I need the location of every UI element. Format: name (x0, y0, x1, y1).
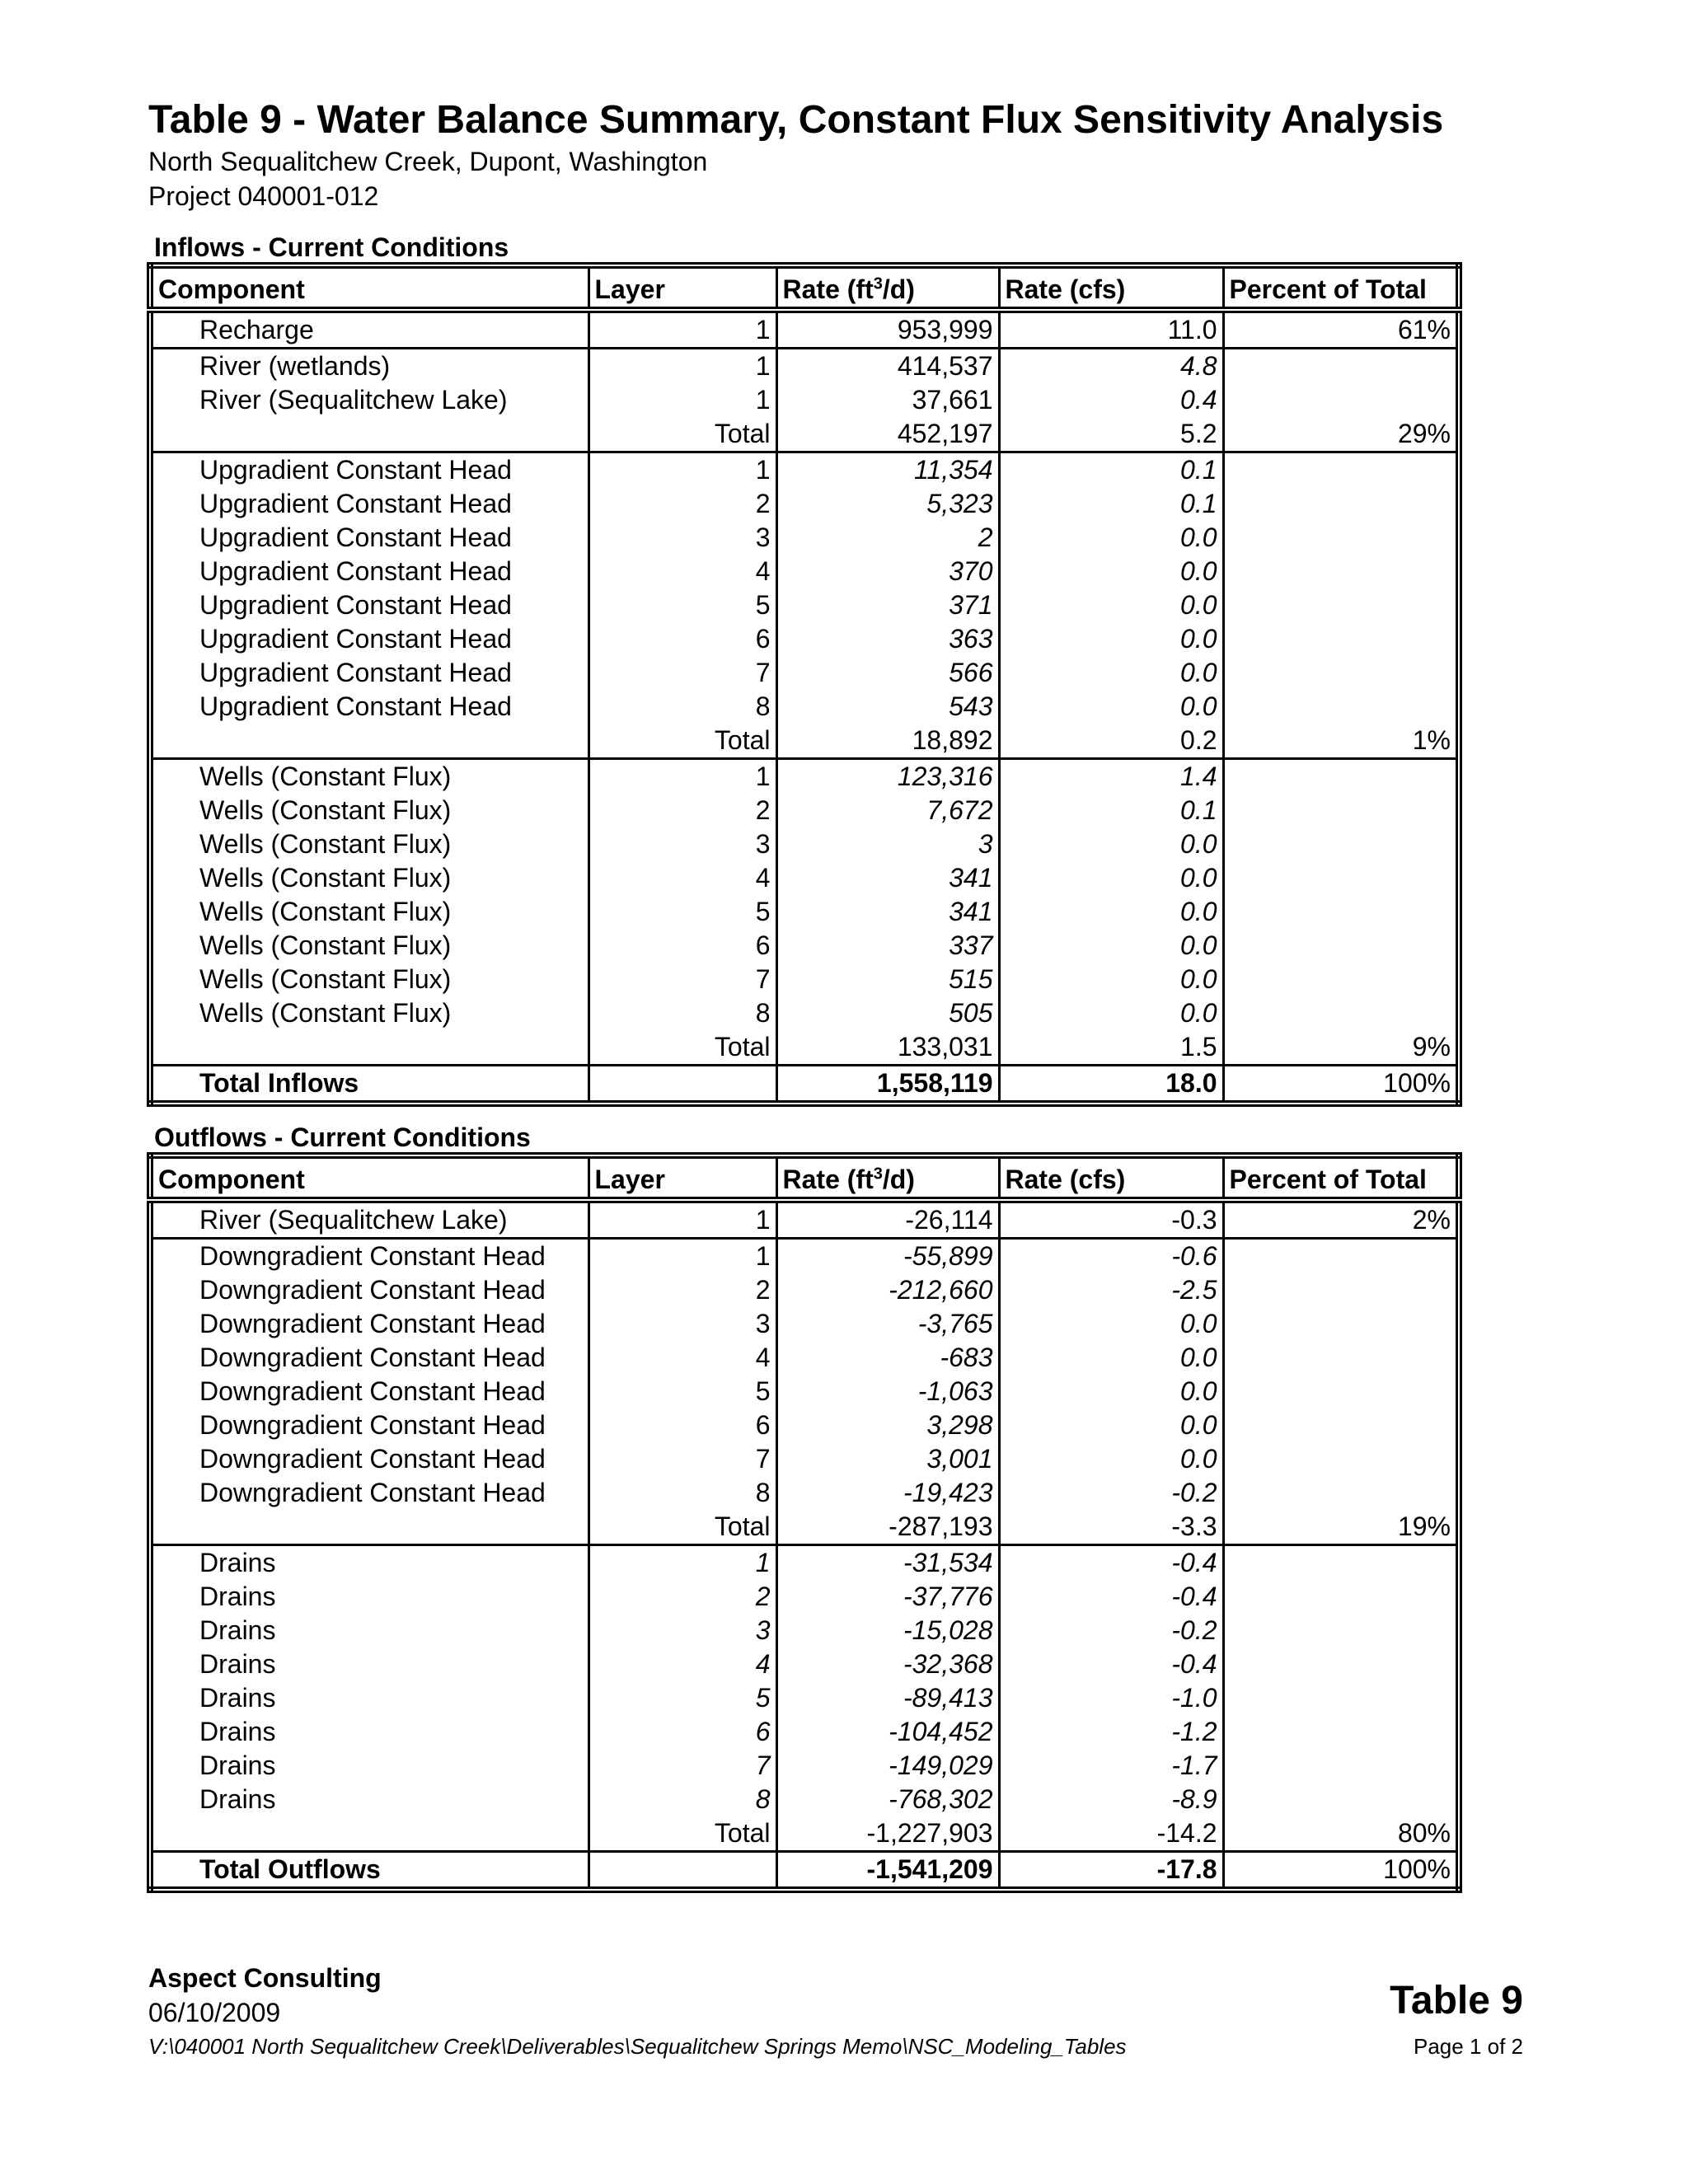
cell-percent (1223, 1681, 1459, 1715)
cell-component: Wells (Constant Flux) (150, 794, 588, 827)
cell-component: Drains (150, 1614, 588, 1647)
cell-layer: 5 (588, 588, 776, 622)
cell-percent (1223, 1375, 1459, 1408)
table-row (150, 759, 1459, 794)
table-row (150, 794, 1459, 827)
cell-layer: 6 (588, 622, 776, 656)
cell-percent (1223, 521, 1459, 555)
grand-total-row (150, 1066, 1459, 1104)
table-row (150, 1442, 1459, 1476)
rate-unit-suffix: /d) (882, 274, 915, 304)
cell-rate-cfs: -8.9 (999, 1783, 1223, 1816)
cell-rate-cfs: -0.2 (999, 1614, 1223, 1647)
cell-component: Wells (Constant Flux) (150, 827, 588, 861)
cell-rate-ft3d: -26,114 (776, 1200, 999, 1239)
cell-component: River (wetlands) (150, 349, 588, 384)
cell-layer: Total (588, 1510, 776, 1545)
cell-rate-cfs: 0.0 (999, 588, 1223, 622)
cell-component: Downgradient Constant Head (150, 1239, 588, 1274)
cell-layer: 4 (588, 1647, 776, 1681)
cell-component: Upgradient Constant Head (150, 452, 588, 488)
col-header-rate-cfs: Rate (cfs) (999, 1155, 1223, 1200)
cell-rate-ft3d: 363 (776, 622, 999, 656)
cell-percent: 29% (1223, 417, 1459, 452)
table-row (150, 1200, 1459, 1239)
cell-rate-cfs: 0.0 (999, 895, 1223, 929)
table-row (150, 929, 1459, 963)
cell-rate-cfs: 4.8 (999, 349, 1223, 384)
cell-rate-ft3d: 341 (776, 895, 999, 929)
cell-layer: 2 (588, 1273, 776, 1307)
cell-layer (588, 1066, 776, 1104)
cell-rate-ft3d: 341 (776, 861, 999, 895)
cell-percent: 1% (1223, 724, 1459, 759)
cell-component: Total Outflows (150, 1852, 588, 1891)
cell-percent (1223, 588, 1459, 622)
cell-rate-cfs: 0.0 (999, 929, 1223, 963)
table-row (150, 349, 1459, 384)
cell-rate-ft3d: 370 (776, 555, 999, 588)
cell-rate-ft3d: -212,660 (776, 1273, 999, 1307)
cell-component: Downgradient Constant Head (150, 1273, 588, 1307)
cell-percent: 80% (1223, 1816, 1459, 1852)
cell-percent: 19% (1223, 1510, 1459, 1545)
table-row (150, 1273, 1459, 1307)
cell-percent: 2% (1223, 1200, 1459, 1239)
cell-percent (1223, 487, 1459, 521)
cell-component: Upgradient Constant Head (150, 521, 588, 555)
cell-component: Wells (Constant Flux) (150, 861, 588, 895)
footer-file-path: V:\040001 North Sequalitchew Creek\Deliverables\Sequalitchew Springs Memo\NSC_Modeling_Tables (148, 2034, 1127, 2059)
cell-percent (1223, 1647, 1459, 1681)
cell-percent (1223, 1442, 1459, 1476)
cell-rate-cfs: 0.1 (999, 794, 1223, 827)
cell-rate-ft3d: -1,541,209 (776, 1852, 999, 1891)
cell-percent: 100% (1223, 1066, 1459, 1104)
cell-rate-cfs: 0.4 (999, 383, 1223, 417)
subtotal-row (150, 1816, 1459, 1852)
rate-unit-prefix: Rate (ft (782, 274, 874, 304)
cell-component: Wells (Constant Flux) (150, 963, 588, 996)
cell-percent (1223, 690, 1459, 724)
cell-percent (1223, 1307, 1459, 1341)
cell-rate-ft3d: 37,661 (776, 383, 999, 417)
cell-layer: 1 (588, 349, 776, 384)
cell-rate-cfs: 0.0 (999, 622, 1223, 656)
cell-rate-ft3d: 3,298 (776, 1408, 999, 1442)
cell-layer: 7 (588, 1749, 776, 1783)
cell-rate-cfs: 0.0 (999, 1442, 1223, 1476)
cell-layer: 1 (588, 759, 776, 794)
cell-percent (1223, 555, 1459, 588)
cell-component: Downgradient Constant Head (150, 1476, 588, 1510)
rate-unit-prefix: Rate (ft (782, 1165, 874, 1194)
cell-rate-ft3d: 7,672 (776, 794, 999, 827)
cell-component (150, 1510, 588, 1545)
cell-rate-ft3d: -104,452 (776, 1715, 999, 1749)
cell-rate-cfs: 0.0 (999, 861, 1223, 895)
cell-rate-cfs: 0.1 (999, 452, 1223, 488)
cell-component: Drains (150, 1749, 588, 1783)
cell-percent (1223, 1408, 1459, 1442)
outflows-header-row (150, 1155, 1459, 1200)
cell-layer: 6 (588, 1715, 776, 1749)
cell-rate-cfs: 0.0 (999, 996, 1223, 1030)
cell-rate-ft3d: 953,999 (776, 310, 999, 349)
cell-rate-ft3d: 1,558,119 (776, 1066, 999, 1104)
cell-percent (1223, 794, 1459, 827)
table-row (150, 310, 1459, 349)
cell-percent (1223, 1580, 1459, 1614)
cell-component: Wells (Constant Flux) (150, 759, 588, 794)
grand-total-row (150, 1852, 1459, 1891)
cell-rate-cfs: -0.4 (999, 1580, 1223, 1614)
cell-layer: 6 (588, 929, 776, 963)
cell-percent (1223, 1783, 1459, 1816)
table-row (150, 996, 1459, 1030)
table-row (150, 487, 1459, 521)
cell-component (150, 1816, 588, 1852)
subtotal-row (150, 417, 1459, 452)
cell-layer: 2 (588, 487, 776, 521)
cell-percent (1223, 996, 1459, 1030)
table-row (150, 622, 1459, 656)
cell-rate-cfs: -0.4 (999, 1545, 1223, 1581)
cell-percent (1223, 656, 1459, 690)
cell-percent (1223, 861, 1459, 895)
cell-rate-ft3d: 452,197 (776, 417, 999, 452)
cell-rate-cfs: 1.5 (999, 1030, 1223, 1066)
cell-rate-cfs: 0.0 (999, 690, 1223, 724)
cell-rate-ft3d: 505 (776, 996, 999, 1030)
cell-rate-ft3d: 2 (776, 521, 999, 555)
cell-rate-cfs: 0.0 (999, 963, 1223, 996)
cell-rate-ft3d: -31,534 (776, 1545, 999, 1581)
table-row (150, 555, 1459, 588)
cell-layer: 7 (588, 656, 776, 690)
cell-rate-ft3d: -19,423 (776, 1476, 999, 1510)
table-row (150, 1715, 1459, 1749)
project-number: Project 040001-012 (148, 181, 379, 211)
cell-rate-ft3d: 337 (776, 929, 999, 963)
cell-layer: 1 (588, 1239, 776, 1274)
cell-layer: Total (588, 1816, 776, 1852)
cell-rate-cfs: 0.0 (999, 1341, 1223, 1375)
table-row (150, 1681, 1459, 1715)
rate-unit-suffix: /d) (882, 1165, 915, 1194)
table-row (150, 1783, 1459, 1816)
table-row (150, 452, 1459, 488)
cell-component: Drains (150, 1783, 588, 1816)
cell-component: Upgradient Constant Head (150, 656, 588, 690)
subtotal-row (150, 724, 1459, 759)
cell-layer: 1 (588, 1545, 776, 1581)
cell-component: Upgradient Constant Head (150, 588, 588, 622)
cell-percent: 9% (1223, 1030, 1459, 1066)
cell-rate-cfs: 0.0 (999, 555, 1223, 588)
cell-percent (1223, 759, 1459, 794)
cell-rate-cfs: -17.8 (999, 1852, 1223, 1891)
cell-component: Drains (150, 1715, 588, 1749)
table-row (150, 521, 1459, 555)
cell-rate-ft3d: -1,063 (776, 1375, 999, 1408)
cell-rate-ft3d: -1,227,903 (776, 1816, 999, 1852)
cell-rate-ft3d: 543 (776, 690, 999, 724)
cell-rate-ft3d: 3 (776, 827, 999, 861)
cell-layer: Total (588, 1030, 776, 1066)
cell-rate-ft3d: 123,316 (776, 759, 999, 794)
cell-rate-cfs: 0.0 (999, 521, 1223, 555)
outflows-heading: Outflows - Current Conditions (154, 1122, 531, 1152)
cell-rate-cfs: 1.4 (999, 759, 1223, 794)
cell-percent (1223, 963, 1459, 996)
cell-rate-ft3d: -287,193 (776, 1510, 999, 1545)
cell-layer: 3 (588, 1614, 776, 1647)
rate-unit-exponent: 3 (873, 1165, 883, 1183)
cell-layer: 4 (588, 555, 776, 588)
cell-component: Drains (150, 1647, 588, 1681)
table-row (150, 1647, 1459, 1681)
cell-rate-ft3d: 414,537 (776, 349, 999, 384)
col-header-rate-ft3d (776, 1155, 999, 1200)
cell-rate-ft3d: 18,892 (776, 724, 999, 759)
cell-component: Upgradient Constant Head (150, 690, 588, 724)
cell-rate-cfs: 0.0 (999, 827, 1223, 861)
cell-rate-ft3d: -683 (776, 1341, 999, 1375)
cell-rate-cfs: -3.3 (999, 1510, 1223, 1545)
cell-percent (1223, 1341, 1459, 1375)
cell-layer: 5 (588, 1375, 776, 1408)
col-header-layer: Layer (588, 1155, 776, 1200)
cell-layer: 7 (588, 963, 776, 996)
cell-rate-cfs: -0.3 (999, 1200, 1223, 1239)
cell-rate-cfs: 11.0 (999, 310, 1223, 349)
cell-rate-cfs: -0.4 (999, 1647, 1223, 1681)
cell-percent (1223, 383, 1459, 417)
cell-component: Upgradient Constant Head (150, 622, 588, 656)
col-header-component: Component (150, 265, 588, 310)
cell-layer: 3 (588, 827, 776, 861)
cell-rate-ft3d: 371 (776, 588, 999, 622)
rate-unit-exponent: 3 (873, 274, 883, 293)
table-row (150, 1749, 1459, 1783)
cell-rate-cfs: 0.2 (999, 724, 1223, 759)
cell-percent (1223, 622, 1459, 656)
cell-rate-ft3d: 515 (776, 963, 999, 996)
col-header-percent: Percent of Total (1223, 265, 1459, 310)
cell-component: Upgradient Constant Head (150, 487, 588, 521)
cell-rate-ft3d: -3,765 (776, 1307, 999, 1341)
cell-percent (1223, 1273, 1459, 1307)
cell-percent (1223, 827, 1459, 861)
cell-rate-cfs: -0.6 (999, 1239, 1223, 1274)
cell-component: Downgradient Constant Head (150, 1307, 588, 1341)
cell-component: Upgradient Constant Head (150, 555, 588, 588)
cell-component: Drains (150, 1681, 588, 1715)
table-row (150, 588, 1459, 622)
cell-layer: 7 (588, 1442, 776, 1476)
cell-layer: 6 (588, 1408, 776, 1442)
cell-layer: 1 (588, 1200, 776, 1239)
table-row (150, 1341, 1459, 1375)
subtotal-row (150, 1510, 1459, 1545)
cell-rate-ft3d: -37,776 (776, 1580, 999, 1614)
cell-percent (1223, 1749, 1459, 1783)
cell-rate-ft3d: -89,413 (776, 1681, 999, 1715)
cell-rate-ft3d: -55,899 (776, 1239, 999, 1274)
footer-company: Aspect Consulting (148, 1963, 382, 1993)
table-row (150, 656, 1459, 690)
table-row (150, 1408, 1459, 1442)
cell-layer: 5 (588, 895, 776, 929)
cell-rate-ft3d: -768,302 (776, 1783, 999, 1816)
cell-layer: 5 (588, 1681, 776, 1715)
col-header-rate-ft3d (776, 265, 999, 310)
inflows-header-row (150, 265, 1459, 310)
cell-component: Downgradient Constant Head (150, 1442, 588, 1476)
table-row (150, 1476, 1459, 1510)
cell-percent (1223, 452, 1459, 488)
table-row (150, 690, 1459, 724)
cell-rate-cfs: -1.7 (999, 1749, 1223, 1783)
cell-component: Recharge (150, 310, 588, 349)
cell-layer: Total (588, 724, 776, 759)
cell-component (150, 724, 588, 759)
cell-layer: 8 (588, 1783, 776, 1816)
col-header-component: Component (150, 1155, 588, 1200)
cell-rate-ft3d: 3,001 (776, 1442, 999, 1476)
inflows-heading: Inflows - Current Conditions (154, 232, 509, 262)
cell-component: Downgradient Constant Head (150, 1375, 588, 1408)
cell-layer: 1 (588, 310, 776, 349)
table-row (150, 1239, 1459, 1274)
cell-component: River (Sequalitchew Lake) (150, 383, 588, 417)
cell-percent (1223, 1239, 1459, 1274)
table-row (150, 963, 1459, 996)
cell-layer: 4 (588, 861, 776, 895)
cell-rate-cfs: 0.0 (999, 656, 1223, 690)
cell-layer: 2 (588, 794, 776, 827)
cell-rate-cfs: 0.1 (999, 487, 1223, 521)
inflows-table (147, 262, 1462, 1107)
cell-rate-cfs: 0.0 (999, 1375, 1223, 1408)
table-row (150, 1307, 1459, 1341)
table-row (150, 895, 1459, 929)
cell-percent (1223, 1614, 1459, 1647)
col-header-percent: Percent of Total (1223, 1155, 1459, 1200)
cell-layer: 3 (588, 1307, 776, 1341)
col-header-layer: Layer (588, 265, 776, 310)
cell-rate-cfs: -1.2 (999, 1715, 1223, 1749)
cell-layer: 2 (588, 1580, 776, 1614)
cell-rate-cfs: -14.2 (999, 1816, 1223, 1852)
footer-table-label: Table 9 (1390, 1979, 1523, 2022)
cell-component: Downgradient Constant Head (150, 1408, 588, 1442)
table-row (150, 1580, 1459, 1614)
cell-percent (1223, 895, 1459, 929)
cell-percent (1223, 1545, 1459, 1581)
cell-layer: 1 (588, 452, 776, 488)
cell-layer: 8 (588, 996, 776, 1030)
cell-rate-ft3d: -149,029 (776, 1749, 999, 1783)
cell-component: Wells (Constant Flux) (150, 895, 588, 929)
cell-component (150, 1030, 588, 1066)
cell-rate-cfs: -0.2 (999, 1476, 1223, 1510)
cell-component (150, 417, 588, 452)
page-title: Table 9 - Water Balance Summary, Constant Flux Sensitivity Analysis (148, 98, 1444, 142)
table-row (150, 1614, 1459, 1647)
cell-percent (1223, 1476, 1459, 1510)
cell-rate-cfs: -1.0 (999, 1681, 1223, 1715)
cell-percent (1223, 929, 1459, 963)
cell-layer: Total (588, 417, 776, 452)
cell-layer: 1 (588, 383, 776, 417)
cell-rate-ft3d: -32,368 (776, 1647, 999, 1681)
footer-page-number: Page 1 of 2 (1414, 2034, 1523, 2059)
cell-percent: 100% (1223, 1852, 1459, 1891)
cell-rate-cfs: 0.0 (999, 1408, 1223, 1442)
page-subtitle: North Sequalitchew Creek, Dupont, Washington (148, 147, 708, 176)
cell-component: Wells (Constant Flux) (150, 929, 588, 963)
cell-rate-ft3d: 133,031 (776, 1030, 999, 1066)
table-row (150, 383, 1459, 417)
cell-layer: 8 (588, 1476, 776, 1510)
cell-layer: 8 (588, 690, 776, 724)
cell-layer: 4 (588, 1341, 776, 1375)
outflows-table (147, 1152, 1462, 1893)
cell-percent: 61% (1223, 310, 1459, 349)
cell-rate-cfs: 0.0 (999, 1307, 1223, 1341)
cell-component: River (Sequalitchew Lake) (150, 1200, 588, 1239)
table-row (150, 861, 1459, 895)
cell-component: Downgradient Constant Head (150, 1341, 588, 1375)
cell-percent (1223, 1715, 1459, 1749)
cell-component: Wells (Constant Flux) (150, 996, 588, 1030)
cell-layer (588, 1852, 776, 1891)
cell-rate-cfs: 18.0 (999, 1066, 1223, 1104)
cell-component: Drains (150, 1545, 588, 1581)
cell-rate-cfs: -2.5 (999, 1273, 1223, 1307)
footer-date: 06/10/2009 (148, 1998, 281, 2027)
table-row (150, 827, 1459, 861)
cell-rate-cfs: 5.2 (999, 417, 1223, 452)
cell-rate-ft3d: -15,028 (776, 1614, 999, 1647)
cell-rate-ft3d: 5,323 (776, 487, 999, 521)
table-row (150, 1545, 1459, 1581)
subtotal-row (150, 1030, 1459, 1066)
cell-layer: 3 (588, 521, 776, 555)
cell-component: Drains (150, 1580, 588, 1614)
cell-rate-ft3d: 566 (776, 656, 999, 690)
col-header-rate-cfs: Rate (cfs) (999, 265, 1223, 310)
cell-component: Total Inflows (150, 1066, 588, 1104)
table-row (150, 1375, 1459, 1408)
cell-percent (1223, 349, 1459, 384)
cell-rate-ft3d: 11,354 (776, 452, 999, 488)
